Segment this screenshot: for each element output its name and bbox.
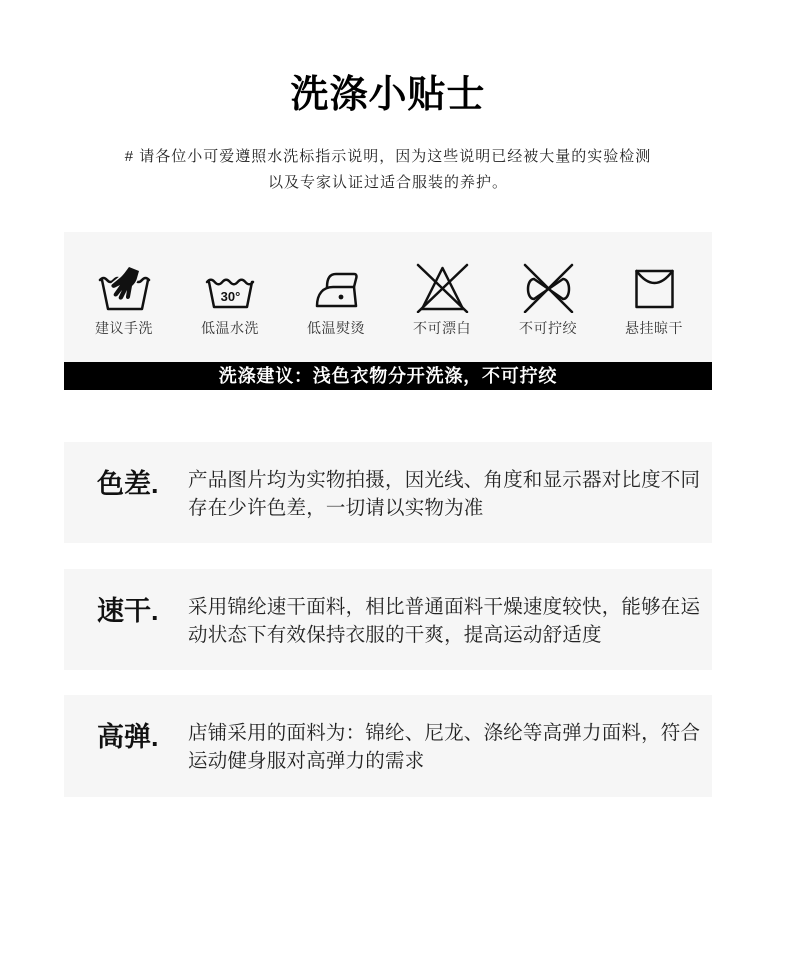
- hang-dry-icon: [626, 263, 682, 313]
- feature-line: 存在少许色差，一切请以实物为准: [188, 497, 484, 519]
- feature-line: 运动健身服对高弹力的需求: [188, 750, 425, 772]
- iron-body: [317, 287, 356, 306]
- care-symbol-hand-wash: [71, 263, 177, 337]
- care-symbol-label: 低温水洗: [201, 320, 259, 336]
- cross-mark: [525, 265, 572, 312]
- feature-heading: 速干.: [97, 596, 159, 626]
- care-symbol-wash-30: [177, 263, 283, 337]
- hand-wash-icon: [96, 263, 152, 313]
- feature-card-high-elasticity: [64, 695, 712, 797]
- feature-line: 动状态下有效保持衣服的干爽，提高运动舒适度: [188, 624, 602, 646]
- no-bleach-icon: [414, 263, 470, 313]
- care-symbol-label: 建议手洗: [95, 320, 153, 336]
- care-symbols-row: [71, 263, 707, 337]
- care-symbol-label: 不可拧绞: [519, 320, 577, 336]
- feature-heading: 色差.: [97, 469, 159, 499]
- no-wring-icon: [520, 263, 576, 313]
- feature-description: [188, 719, 700, 775]
- iron-handle: [327, 274, 356, 287]
- feature-card-color-difference: [64, 442, 712, 543]
- care-symbol-label: 低温熨烫: [307, 320, 365, 336]
- washing-advice-bar: 洗涤建议：浅色衣物分开洗涤，不可拧绞: [64, 362, 712, 390]
- iron-temperature-dot: [339, 295, 344, 300]
- care-symbols-panel: [64, 232, 712, 362]
- care-symbol-label: 悬挂晾干: [625, 320, 683, 336]
- intro-line: # 请各位小可爱遵照水洗标指示说明，因为这些说明已经被大量的实验检测: [124, 148, 652, 165]
- feature-line: 产品图片均为实物拍摄，因光线、角度和显示器对比度不同: [188, 469, 701, 491]
- wash-30-icon: [202, 263, 258, 313]
- wash-temperature: 30°: [220, 289, 241, 304]
- low-iron-icon: [308, 263, 364, 313]
- hand-shape: [111, 267, 139, 300]
- care-symbol-low-iron: [283, 263, 389, 337]
- feature-description: [188, 593, 700, 649]
- page-title: 洗涤小贴士: [290, 74, 486, 116]
- care-symbol-label: 不可漂白: [413, 320, 471, 336]
- care-symbol-no-wring: [495, 263, 601, 337]
- care-symbol-hang-dry: [601, 263, 707, 337]
- intro-line: 以及专家认证过适合服装的养护。: [267, 174, 508, 191]
- cross-mark: [418, 265, 467, 312]
- feature-line: 采用锦纶速干面料，相比普通面料干燥速度较快，能够在运: [188, 596, 701, 618]
- care-symbol-no-bleach: [389, 263, 495, 337]
- feature-heading: 高弹.: [97, 722, 159, 752]
- intro-text: [64, 144, 712, 196]
- hang-curve: [637, 271, 673, 283]
- feature-description: [188, 466, 700, 522]
- feature-card-quick-dry: [64, 569, 712, 670]
- water-wave: [207, 280, 253, 285]
- feature-line: 店铺采用的面料为：锦纶、尼龙、涤纶等高弹力面料，符合: [188, 722, 701, 744]
